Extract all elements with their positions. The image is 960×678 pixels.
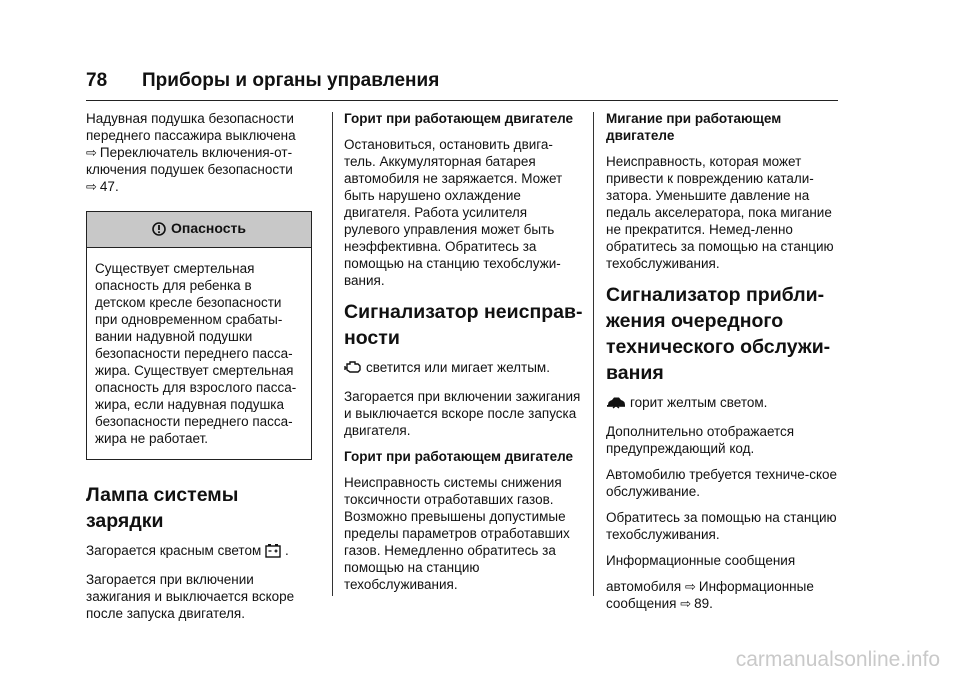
column-divider-2 bbox=[593, 112, 594, 596]
danger-box-title: Опасность bbox=[87, 212, 311, 248]
service-text-2: Автомобилю требуется техниче-ское обслуживание. bbox=[606, 467, 838, 499]
reference-arrow-icon: ⇨ bbox=[680, 596, 692, 611]
engine-running-subheading-2: Горит при работающем двигателе bbox=[344, 449, 574, 464]
page-number: 78 bbox=[86, 70, 108, 91]
flashing-subheading: Мигание при работающем двигателе bbox=[606, 111, 782, 143]
charge-lamp-text-1: Загорается красным светом . bbox=[86, 542, 312, 562]
airbag-intro: Надувная подушка безопасности переднего пассажира выключена ⇨ Переключатель включения-от-ключения подушек безопасности ⇨ 47. bbox=[86, 111, 296, 194]
page-title: Приборы и органы управления bbox=[142, 70, 440, 91]
service-text-3: Обратитесь за помощью на станцию техобслуживания. bbox=[606, 510, 837, 542]
reference-arrow-icon: ⇨ bbox=[684, 579, 696, 594]
malfunction-heading: Сигнализатор неисправ-ности bbox=[344, 301, 583, 349]
service-text-1: Дополнительно отображается предупреждающий код. bbox=[606, 424, 795, 456]
page-reference[interactable]: 47 bbox=[99, 179, 115, 194]
engine-running-subheading: Горит при работающем двигателе bbox=[344, 111, 574, 126]
column-3 bbox=[606, 110, 844, 621]
charge-lamp-text-2: Загорается при включении зажигания и выключается вскоре после запуска двигателя. bbox=[86, 572, 295, 621]
malfunction-text-2: Неисправность системы снижения токсичности отработавших газов. Возможно превышены допустимые пределы параметров отработавших газов. Немедленно обратитесь за помощью на станцию техобслуживания. bbox=[344, 475, 570, 592]
reference-arrow-icon: ⇨ bbox=[86, 145, 97, 160]
engine-running-text: Остановиться, остановить двига-тель. Аккумуляторная батарея автомобиля не заряжается. Может быть нарушено охлаждение двигателя. Работа усилителя рулевого управления может быть неэффективна. Обратитесь за помощью на станцию техобслужи-вания. bbox=[344, 137, 563, 288]
danger-box-text: Существует смертельная опасность для ребенка в детском кресле безопасности при одновременном срабаты-вании надувной подушки безопасности переднего пасса-жира. Существует смертельная опасность для взрослого пасса-жира, если надувная подушка безопасности переднего пасса-жира не работает. bbox=[95, 261, 297, 446]
info-messages-link[interactable]: Информационные bbox=[698, 579, 814, 594]
danger-box bbox=[86, 211, 312, 460]
battery-icon bbox=[265, 543, 281, 562]
warning-icon bbox=[152, 222, 166, 240]
check-engine-icon bbox=[344, 360, 362, 379]
service-heading: Сигнализатор прибли-жения очередного технического обслужи-вания bbox=[606, 284, 831, 384]
airbag-switch-link[interactable]: Переключатель включения-от-ключения подушек безопасности bbox=[86, 145, 293, 177]
column-divider-1 bbox=[332, 112, 333, 596]
charge-lamp-heading: Лампа системы зарядки bbox=[86, 484, 239, 532]
page-header bbox=[86, 70, 439, 92]
flashing-text: Неисправность, которая может привести к повреждению катали-затора. Уменьшите давление на педаль акселератора, пока мигание не прекратится. Немед-ленно обратитесь за помощью на станцию техобслуживания. bbox=[606, 154, 834, 271]
reference-arrow-icon: ⇨ bbox=[86, 179, 97, 194]
watermark: carmanualsonline.info bbox=[735, 648, 940, 671]
info-messages-text: Информационные сообщения bbox=[606, 553, 796, 568]
service-indicator-line: горит желтым светом. bbox=[606, 394, 844, 414]
info-messages-reference: автомобиля ⇨ Информационные сообщения ⇨ 89. bbox=[606, 579, 814, 611]
column-1 bbox=[86, 110, 312, 631]
page-reference-89[interactable]: 89 bbox=[694, 596, 710, 611]
malfunction-text-1: Загорается при включении зажигания и выключается вскоре после запуска двигателя. bbox=[344, 389, 581, 438]
service-car-icon bbox=[606, 396, 626, 414]
header-rule bbox=[86, 100, 838, 101]
column-2 bbox=[344, 110, 584, 602]
malfunction-indicator-line: светится или мигает желтым. bbox=[344, 359, 584, 379]
